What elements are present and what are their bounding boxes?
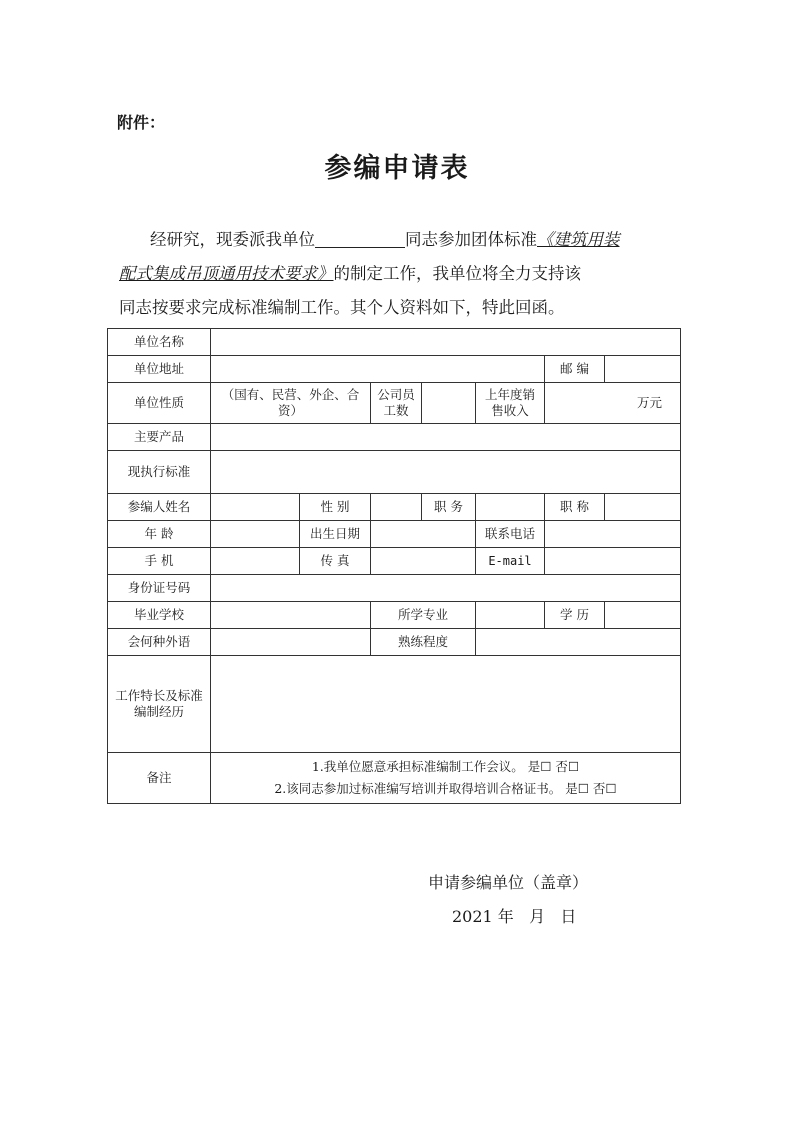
- remark-line-1: 1.我单位愿意承担标准编制工作会议。 是☐ 否☐: [311, 759, 580, 774]
- title-rank-value[interactable]: [605, 494, 681, 521]
- standard-name: 《建筑用装: [537, 230, 620, 249]
- unit-address-value[interactable]: [211, 356, 545, 383]
- editor-name-label: 参编人姓名: [108, 494, 211, 521]
- foreign-language-value[interactable]: [211, 629, 371, 656]
- remarks-label: 备注: [108, 753, 211, 804]
- currency-unit: 万元: [545, 383, 681, 424]
- mobile-value[interactable]: [211, 548, 300, 575]
- major-label: 所学专业: [371, 602, 476, 629]
- unit-nature-hint: （国有、民营、外企、合资）: [211, 383, 371, 424]
- title-rank-label: 职 称: [545, 494, 605, 521]
- main-products-value[interactable]: [211, 424, 681, 451]
- intro-text: 同志参加团体标准: [405, 230, 537, 249]
- sales-label: 上年度销售收入: [476, 383, 545, 424]
- intro-text: 的制定工作，我单位将全力支持该: [333, 264, 581, 283]
- unit-name-label: 单位名称: [108, 329, 211, 356]
- unit-address-label: 单位地址: [108, 356, 211, 383]
- name-blank: [315, 229, 405, 248]
- age-label: 年 龄: [108, 521, 211, 548]
- current-standards-value[interactable]: [211, 451, 681, 494]
- id-number-value[interactable]: [211, 575, 681, 602]
- work-expertise-label: 工作特长及标准编制经历: [108, 656, 211, 753]
- fax-label: 传 真: [300, 548, 371, 575]
- standard-name: 配式集成吊顶通用技术要求》: [119, 264, 334, 283]
- education-label: 学 历: [545, 602, 605, 629]
- remarks-content: [211, 753, 681, 804]
- email-label: E-mail: [476, 548, 545, 575]
- intro-line-2: [119, 257, 581, 291]
- application-date: 2021 年 月 日: [452, 907, 577, 926]
- unit-nature-label: 单位性质: [108, 383, 211, 424]
- proficiency-label: 熟练程度: [371, 629, 476, 656]
- postcode-value[interactable]: [605, 356, 681, 383]
- education-value[interactable]: [605, 602, 681, 629]
- graduate-school-value[interactable]: [211, 602, 371, 629]
- major-value[interactable]: [476, 602, 545, 629]
- staff-count-value[interactable]: [422, 383, 476, 424]
- attachment-label: 附件：: [117, 113, 166, 132]
- graduate-school-label: 毕业学校: [108, 602, 211, 629]
- staff-count-label: 公司员工数: [371, 383, 422, 424]
- gender-value[interactable]: [371, 494, 422, 521]
- proficiency-value[interactable]: [476, 629, 681, 656]
- intro-line-3: 同志按要求完成标准编制工作。其个人资料如下，特此回函。: [119, 298, 565, 317]
- email-value[interactable]: [545, 548, 681, 575]
- application-form-table: [107, 328, 681, 804]
- intro-text: 经研究，现委派我单位: [150, 230, 315, 249]
- birth-date-label: 出生日期: [300, 521, 371, 548]
- applicant-signature: 申请参编单位（盖章）: [428, 873, 589, 892]
- work-expertise-value[interactable]: [211, 656, 681, 753]
- current-standards-label: 现执行标准: [108, 451, 211, 494]
- unit-name-value[interactable]: [211, 329, 681, 356]
- main-products-label: 主要产品: [108, 424, 211, 451]
- intro-line-1: [150, 223, 620, 257]
- remark-line-2: 2.该同志参加过标准编写培训并取得培训合格证书。 是☐ 否☐: [274, 781, 617, 796]
- editor-name-value[interactable]: [211, 494, 300, 521]
- age-value[interactable]: [211, 521, 300, 548]
- page-title: 参编申请表: [324, 153, 470, 184]
- fax-value[interactable]: [371, 548, 476, 575]
- contact-phone-value[interactable]: [545, 521, 681, 548]
- position-label: 职 务: [422, 494, 476, 521]
- gender-label: 性 别: [300, 494, 371, 521]
- mobile-label: 手 机: [108, 548, 211, 575]
- birth-date-value[interactable]: [371, 521, 476, 548]
- postcode-label: 邮 编: [545, 356, 605, 383]
- foreign-language-label: 会何种外语: [108, 629, 211, 656]
- contact-phone-label: 联系电话: [476, 521, 545, 548]
- position-value[interactable]: [476, 494, 545, 521]
- id-number-label: 身份证号码: [108, 575, 211, 602]
